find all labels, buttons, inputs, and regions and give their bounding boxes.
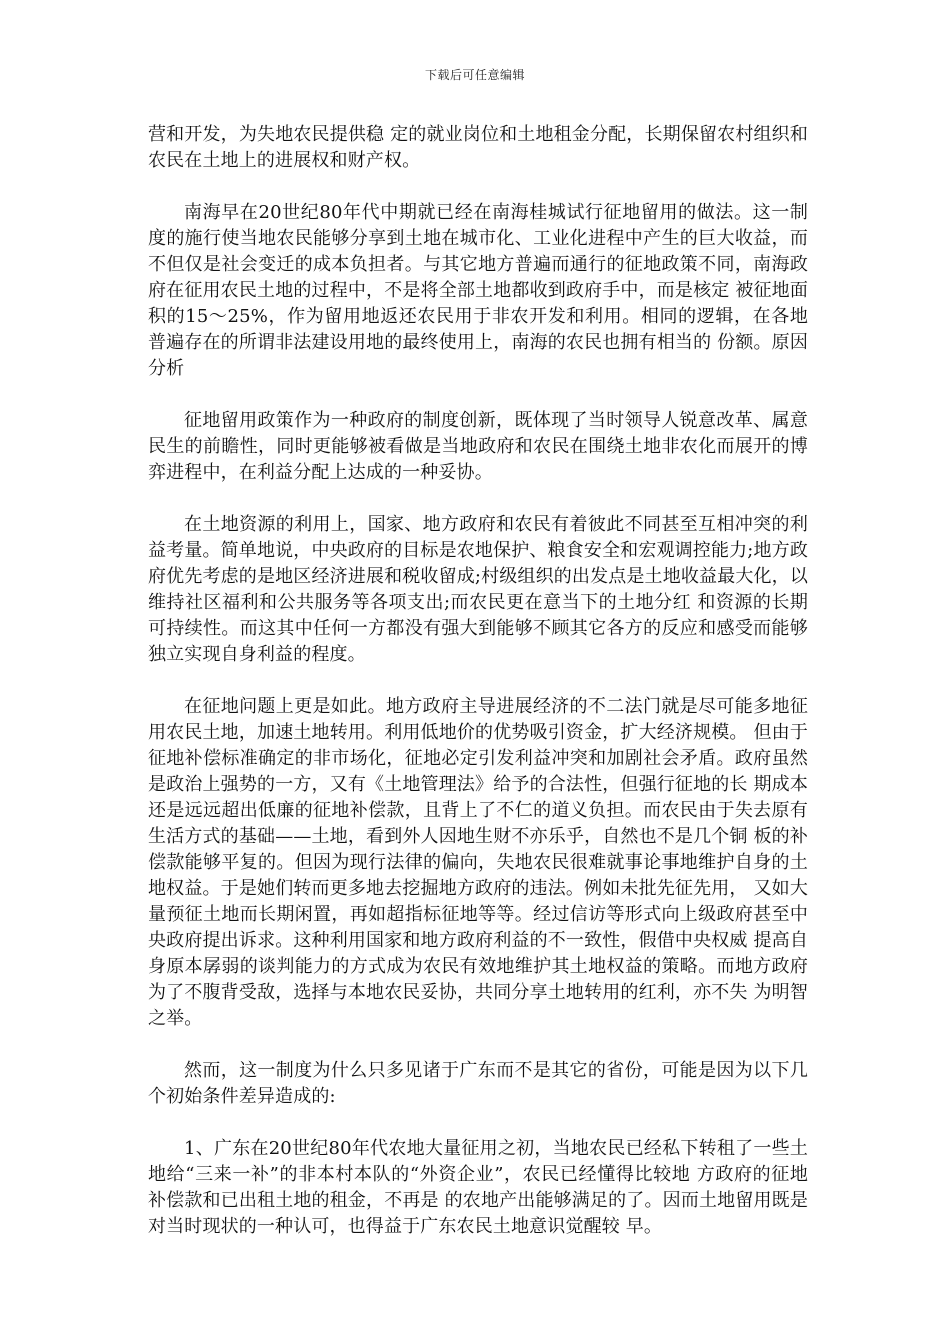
paragraph-1: 营和开发，为失地农民提供稳 定的就业岗位和土地租金分配，长期保留农村组织和农民在土地上的进展权和财产权。 [148, 124, 808, 171]
document-body [148, 122, 808, 1266]
paragraph-7: 1、广东在20世纪80年代农地大量征用之初，当地农民已经私下转租了一些土地给“三来一补”的非本村本队的“外资企业”，农民已经懂得比较地 方政府的征地补偿款和已出租土地的租金，不再是 的农地产出能够满足的了。因而土地留用既是对当时现状的一种认可，也得益于广东农民土地意识觉醒较 早。 [148, 1138, 808, 1237]
paragraph-2: 南海早在20世纪80年代中期就已经在南海桂城试行征地留用的做法。这一制度的施行使当地农民能够分享到土地在城市化、工业化进程中产生的巨大收益，而不但仅是社会变迁的成本负担者。与其它地方普遍而通行的征地政策不同，南海政府在征用农民土地的过程中，不是将全部土地都收到政府手中，而是核定 被征地面积的15～25%，作为留用地返还农民用于非农开发和利用。相同的逻辑，在各地普遍存在的所谓非法建设用地的最终使用上，南海的农民也拥有相当的 份额。原因分析 [148, 202, 808, 379]
page-header: 下载后可任意编辑 [424, 68, 525, 82]
paragraph-4: 在土地资源的利用上，国家、地方政府和农民有着彼此不同甚至互相冲突的利益考量。简单地说，中央政府的目标是农地保护、粮食安全和宏观调控能力;地方政府优先考虑的是地区经济进展和税收留成;村级组织的出发点是土地收益最大化，以维持社区福利和公共服务等各项支出;而农民更在意当下的土地分红 和资源的长期可持续性。而这其中任何一方都没有强大到能够不顾其它各方的反应和感受而能够独立实现自身利益的程度。 [148, 514, 808, 665]
paragraph-6: 然而，这一制度为什么只多见诸于广东而不是其它的省份，可能是因为以下几个初始条件差异造成的: [148, 1060, 808, 1107]
paragraph-3: 征地留用政策作为一种政府的制度创新，既体现了当时领导人锐意改革、属意民生的前瞻性，同时更能够被看做是当地政府和农民在围绕土地非农化而展开的博弈进程中，在利益分配上达成的一种妥协。 [148, 410, 808, 483]
paragraph-5: 在征地问题上更是如此。地方政府主导进展经济的不二法门就是尽可能多地征用农民土地，加速土地转用。利用低地价的优势吸引资金，扩大经济规模。 但由于征地补偿标准确定的非市场化，征地必定引发利益冲突和加剧社会矛盾。政府虽然是政治上强势的一方，又有《土地管理法》给予的合法性，但强行征地的长 期成本还是远远超出低廉的征地补偿款，且背上了不仁的道义负担。而农民由于失去原有生活方式的基础——土地，看到外人因地生财不亦乐乎，自然也不是几个铜 板的补偿款能够平复的。但因为现行法律的偏向，失地农民很难就事论事地维护自身的土地权益。于是她们转而更多地去挖掘地方政府的违法。例如未批先征先用， 又如大量预征土地而长期闲置，再如超指标征地等等。经过信访等形式向上级政府甚至中央政府提出诉求。这种利用国家和地方政府利益的不一致性，假借中央权威 提高自身原本孱弱的谈判能力的方式成为农民有效地维护其土地权益的策略。而地方政府为了不腹背受敌，选择与本地农民妥协，共同分享土地转用的红利，亦不失 为明智之举。 [148, 696, 808, 1029]
